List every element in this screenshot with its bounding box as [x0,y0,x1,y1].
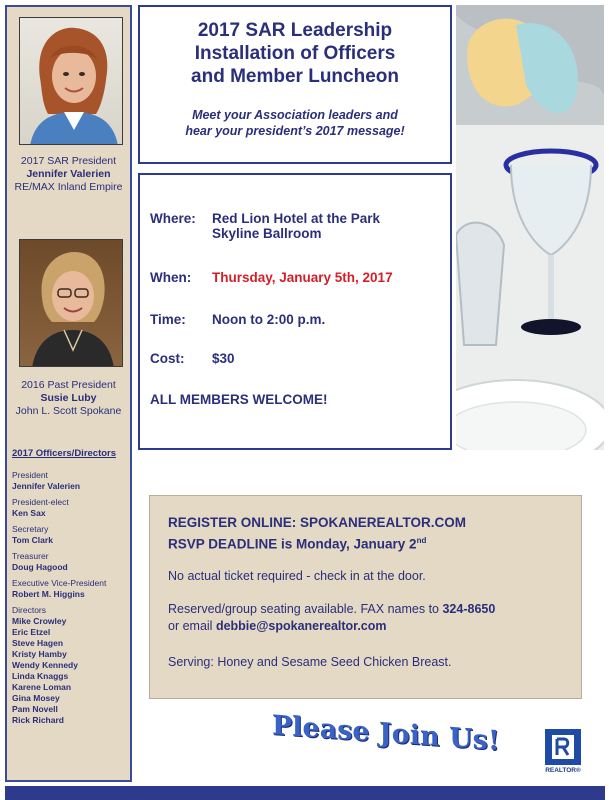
director-name: Linda Knaggs [12,671,69,681]
director-name: Karene Loman [12,682,72,692]
officer-name: Tom Clark [12,535,53,545]
time-label: Time: [150,312,186,327]
rsvp-suffix: nd [416,536,427,545]
event-title-box [138,5,452,164]
time-value: Noon to 2:00 p.m. [212,312,326,327]
president-company: RE/MAX Inland Empire [14,181,123,193]
president-caption [7,155,130,194]
please-join-us: Please Join Us! [272,710,500,757]
where-value [212,211,380,241]
officer-role: President [12,470,48,480]
where-row [150,211,380,241]
registration-box [149,495,582,699]
menu-info: Serving: Honey and Sesame Seed Chicken Breast. [168,655,452,669]
registration-heading [168,514,466,554]
realtor-logo-text: REALTOR® [545,767,581,774]
director-name: Steve Hagen [12,638,64,648]
subtitle-line: Meet your Association leaders and [192,108,398,122]
when-value: Thursday, January 5th, 2017 [212,270,393,285]
past-president-company: John L. Scott Spokane [15,405,122,417]
director-name: Rick Richard [12,715,64,725]
footer-bar [5,786,605,800]
title-line: Installation of Officers [194,43,396,64]
past-president-caption [7,379,130,418]
email-prefix: or email [168,619,216,633]
past-president-title: 2016 Past President [21,379,116,391]
register-online: REGISTER ONLINE: SPOKANEREALTOR.COM [168,515,467,530]
event-subtitle [140,107,450,139]
director-name: Mike Crowley [12,616,67,626]
director-name: Eric Etzel [12,627,51,637]
officer-group [12,551,130,573]
officer-name: Robert M. Higgins [12,589,85,599]
officer-name: Doug Hagood [12,562,68,572]
officer-group [12,524,130,546]
subtitle-line: hear your president’s 2017 message! [185,124,405,138]
director-name: Wendy Kennedy [12,660,78,670]
officers-heading: 2017 Officers/Directors [12,448,117,459]
officer-role: Executive Vice-President [12,578,107,588]
where-line: Skyline Ballroom [212,226,322,241]
past-president-photo [19,239,123,367]
welcome-text: ALL MEMBERS WELCOME! [150,392,328,407]
officers-sidebar [5,5,132,782]
seating-text: Reserved/group seating available. FAX names to [168,602,443,616]
rsvp-text: RSVP DEADLINE is Monday, January 2 [168,536,417,552]
officer-group [12,470,130,492]
past-president-name: Susie Luby [40,392,97,404]
officer-name: Jennifer Valerien [12,481,81,491]
officer-group [12,497,130,519]
president-title: 2017 SAR President [20,155,117,167]
rsvp-deadline [168,532,466,554]
title-line: 2017 SAR Leadership [197,20,393,41]
officer-role: Directors [12,605,47,615]
officer-name: Ken Sax [12,508,46,518]
director-name: Kristy Hamby [12,649,67,659]
realtor-logo [543,729,583,779]
director-name: Gina Mosey [12,693,60,703]
cost-value: $30 [212,351,235,366]
where-label: Where: [150,211,196,226]
cost-row [150,351,235,366]
officer-group [12,578,130,600]
event-details-box [138,173,452,450]
officer-role: Treasurer [12,551,49,561]
when-row [150,270,393,285]
fax-number: 324-8650 [442,602,496,616]
email-link[interactable]: debbie@spokanerealtor.com [215,619,387,633]
when-label: When: [150,270,192,285]
directors-group [12,605,130,726]
title-line: and Member Luncheon [191,66,399,87]
officer-role: President-elect [12,497,69,507]
president-photo [19,17,123,145]
seating-info [168,601,495,635]
cost-label: Cost: [150,351,185,366]
where-line: Red Lion Hotel at the Park [212,211,381,226]
time-row [150,312,325,327]
table-setting-photo [456,5,604,450]
president-name: Jennifer Valerien [26,168,111,180]
realtor-r-icon [545,729,581,765]
officers-list [12,470,130,731]
event-title [140,19,450,88]
ticket-info: No actual ticket required - check in at the door. [168,569,426,583]
officer-role: Secretary [12,524,49,534]
director-name: Pam Novell [12,704,58,714]
